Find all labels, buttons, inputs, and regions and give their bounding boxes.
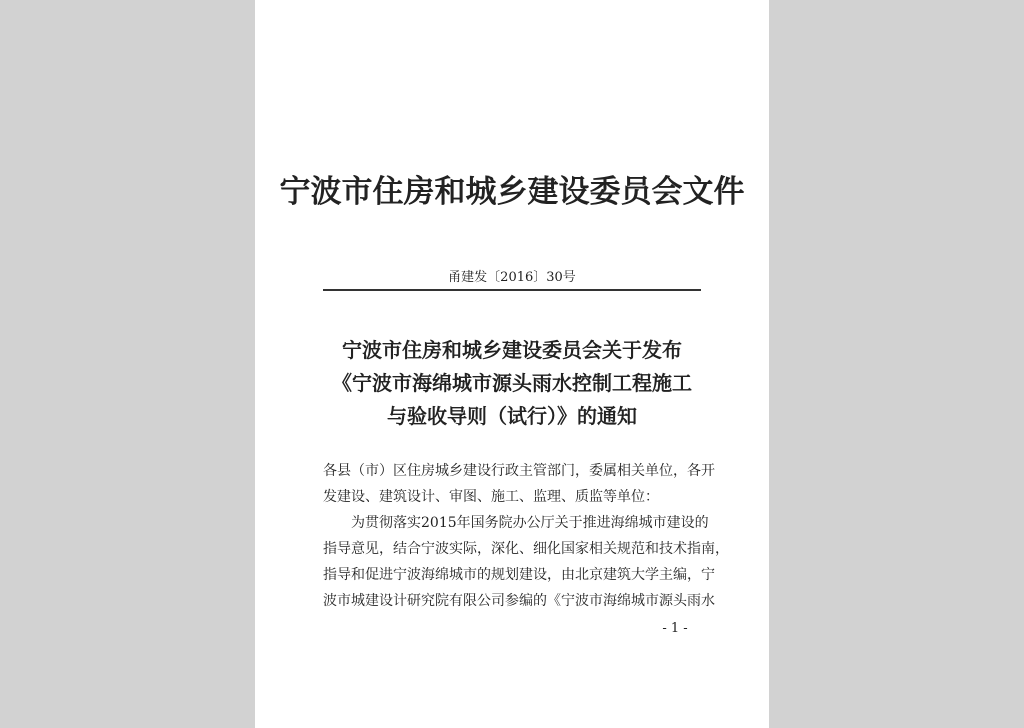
body-line: 指导意见，结合宁波实际，深化、细化国家相关规范和技术指南， [323, 541, 729, 557]
document-header: 宁波市住房和城乡建设委员会文件 [279, 174, 745, 210]
notice-title-line: 宁波市住房和城乡建设委员会关于发布 [342, 338, 682, 362]
notice-body [323, 458, 729, 614]
notice-title-line: 与验收导则（试行）》的通知 [387, 404, 637, 428]
body-line: 发建设、建筑设计、审图、施工、监理、质监等单位： [323, 489, 659, 505]
body-line: 指导和促进宁波海绵城市的规划建设，由北京建筑大学主编，宁 [323, 567, 715, 583]
notice-title [255, 334, 769, 433]
body-line: 为贯彻落实2015年国务院办公厅关于推进海绵城市建设的 [351, 515, 709, 531]
page-number: - 1 - [662, 621, 688, 636]
document-page [255, 0, 769, 728]
notice-title-line: 《宁波市海绵城市源头雨水控制工程施工 [332, 371, 692, 395]
header-divider [323, 289, 701, 291]
body-line: 各县（市）区住房城乡建设行政主管部门，委属相关单位，各开 [323, 463, 715, 479]
body-line: 波市城建设计研究院有限公司参编的《宁波市海绵城市源头雨水 [323, 593, 715, 609]
document-number: 甬建发〔2016〕30号 [448, 270, 576, 285]
